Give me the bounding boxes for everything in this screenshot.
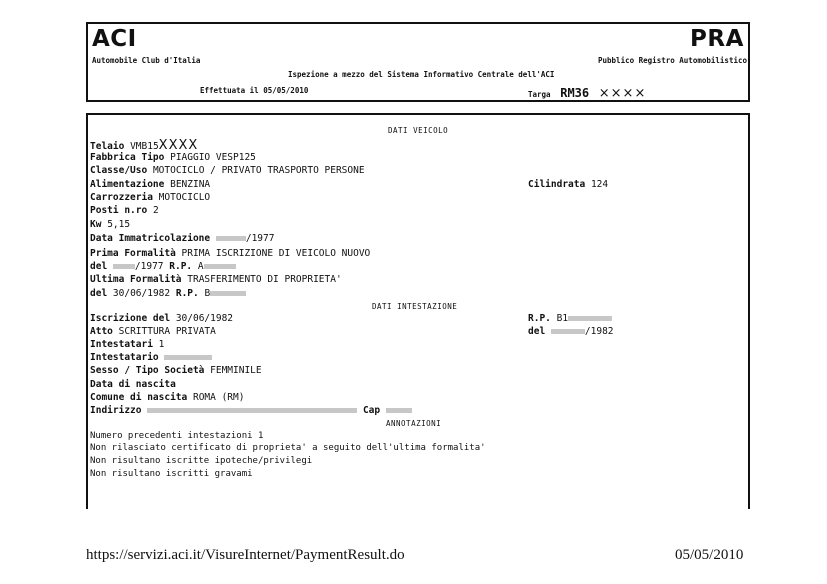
kw-row [90,219,130,230]
sesso-row [90,365,262,376]
classe-row [90,165,365,176]
indirizzo-row [90,405,412,416]
redacted-mark [568,316,612,321]
indirizzo-label: Indirizzo [90,405,142,416]
targa-line [528,82,646,101]
comune-row [90,392,244,403]
aci-logo: ACI [92,26,137,52]
ultima-rp-value: B [204,288,211,299]
effettuata-label: Effettuata il [200,86,259,95]
prima-rp-label: R.P. [169,261,193,272]
prima-del-value: /1977 [134,261,164,272]
kw-value: 5,15 [107,219,131,230]
atto-del-row [528,326,614,337]
nascita-row [90,379,176,390]
data-imm-row [90,233,274,244]
ispezione-line: Ispezione a mezzo del Sistema Informativo Centrale dell'ACI [288,70,555,79]
cilindrata-value: 124 [590,179,609,190]
carrozzeria-label: Carrozzeria [90,192,153,203]
comune-label: Comune di nascita [90,392,188,403]
alimentazione-value: BENZINA [170,179,211,190]
atto-label: Atto [90,326,113,337]
telaio-label: Telaio [90,141,125,152]
intestatario-label: Intestatario [90,352,159,363]
kw-label: Kw [90,219,102,230]
rp-value: B1 [556,313,569,324]
data-imm-label: Data Immatricolazione [90,233,211,244]
cap-label: Cap [362,405,381,416]
alimentazione-label: Alimentazione [90,179,165,190]
annotazioni-title: ANNOTAZIONI [386,419,442,428]
posti-label: Posti n.ro [90,205,148,216]
atto-del-value: /1982 [584,326,614,337]
intestatari-value: 1 [158,339,165,350]
redacted-mark [386,408,412,413]
annotazione-line: Non risultano iscritti gravami [90,469,253,479]
atto-del-label: del [528,326,546,337]
targa-handwritten: ×××× [598,86,647,101]
intestatari-label: Intestatari [90,339,153,350]
annotazione-line: Non risultano iscritte ipoteche/privilegi [90,456,313,466]
telaio-row [90,138,198,153]
intestatari-row [90,339,164,350]
ultima-label: Ultima Formalità [90,274,182,285]
posti-value: 2 [152,205,159,216]
cilindrata-label: Cilindrata [528,179,586,190]
ultima-del-row [90,288,246,299]
fabbrica-label: Fabbrica Tipo [90,152,165,163]
effettuata-line [200,86,308,95]
ultima-row [90,274,342,285]
data-imm-value: /1977 [245,233,275,244]
cilindrata-row [528,179,608,190]
effettuata-date: 05/05/2010 [263,86,309,95]
carrozzeria-value: MOTOCICLO [158,192,211,203]
redacted-mark [164,355,212,360]
iscrizione-value: 30/06/1982 [175,313,234,324]
atto-row [90,326,216,337]
classe-label: Classe/Uso [90,165,148,176]
annotazione-line: Non rilasciato certificato di proprieta' a seguito dell'ultima formalita' [90,443,486,453]
footer-date: 05/05/2010 [675,547,744,563]
prima-rp-value: A [197,261,204,272]
annotazione-line: Numero precedenti intestazioni 1 [90,431,264,441]
redacted-mark [113,264,135,269]
targa-label: Targa [528,90,551,99]
prima-del-label: del [90,261,108,272]
redacted-mark [210,291,246,296]
classe-value: MOTOCICLO / PRIVATO TRASPORTO PERSONE [152,165,365,176]
sesso-value: FEMMINILE [210,365,262,376]
comune-value: ROMA (RM) [192,392,245,403]
redacted-mark [147,408,357,413]
prima-del-row [90,261,236,272]
atto-value: SCRITTURA PRIVATA [118,326,216,337]
fabbrica-value: PIAGGIO VESP125 [170,152,256,163]
aci-subtitle: Automobile Club d'Italia [92,56,201,65]
sesso-label: Sesso / Tipo Società [90,365,205,376]
alimentazione-row [90,179,210,190]
rp-row [528,313,612,324]
pra-logo: PRA [690,26,744,52]
ultima-rp-label: R.P. [175,288,199,299]
fabbrica-row [90,152,256,163]
carrozzeria-row [90,192,210,203]
telaio-value: VMB15 [130,141,159,152]
ultima-del-value: 30/06/1982 [112,288,171,299]
pra-subtitle: Pubblico Registro Automobilistico [598,56,748,65]
redacted-mark [551,329,585,334]
telaio-handwritten: XXXX [158,138,199,153]
nascita-label: Data di nascita [90,379,176,390]
dati-veicolo-title: DATI VEICOLO [388,126,449,135]
rp-label: R.P. [528,313,551,324]
footer-url: https://servizi.aci.it/VisureInternet/PaymentResult.do [86,547,405,563]
ultima-del-label: del [90,288,108,299]
redacted-mark [204,264,236,269]
dati-intestazione-title: DATI INTESTAZIONE [372,302,458,311]
prima-label: Prima Formalità [90,248,176,259]
iscrizione-label: Iscrizione del [90,313,171,324]
intestatario-row [90,352,212,363]
prima-row [90,248,370,259]
prima-value: PRIMA ISCRIZIONE DI VEICOLO NUOVO [181,248,371,259]
redacted-mark [216,236,246,241]
ultima-value: TRASFERIMENTO DI PROPRIETA' [187,274,342,285]
iscrizione-row [90,313,233,324]
targa-value: RM36 [560,86,590,100]
posti-row [90,205,159,216]
